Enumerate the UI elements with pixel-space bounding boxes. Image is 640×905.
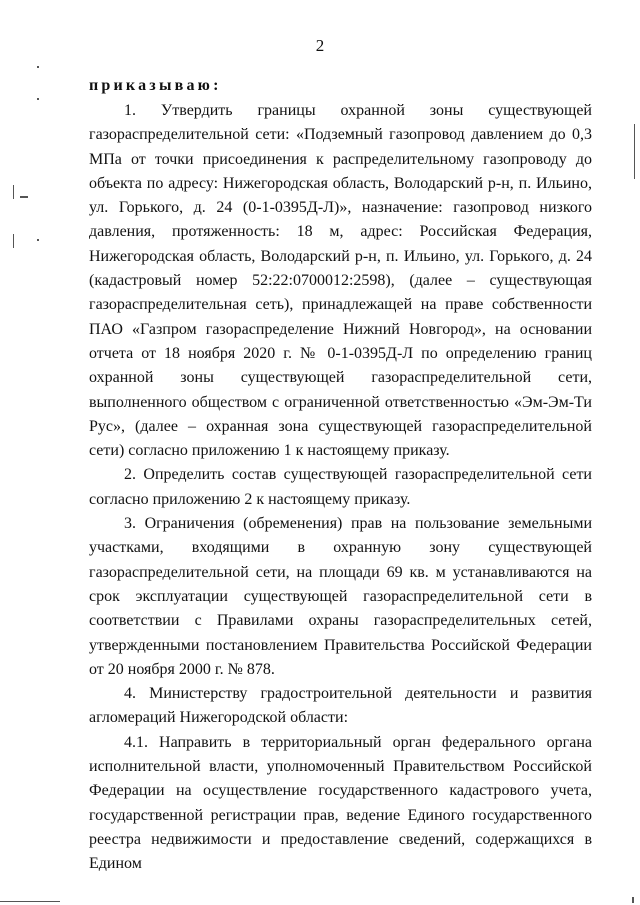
paragraph-4-1: 4.1. Направить в территориальный орган федерального органа исполнительной власти, уполномоченный Правительством Российской Федерации на осуществление государственного кадастрового учета, государственной регистрации прав, ведение Единого государственного реестра недвижимости и предоставление сведений, содержащихся в Едином (89, 733, 592, 873)
scan-mark-left-6 (37, 239, 39, 241)
scan-mark-bottom-2 (632, 897, 634, 903)
scan-mark-left-5 (13, 234, 14, 248)
paragraph-3: 3. Ограничения (обременения) прав на пользование земельными участками, входящими в охранную зону существующей газораспределительной сети, на площади 69 кв. м устанавливаются на срок эксплуатации существующей газораспределительной сети в соответствии с Правилами охраны газораспределительных сетей, утвержденными постановлением Правительства Российской Федерации от 20 ноября 2000 г. № 878. (89, 515, 592, 678)
paragraph-1: 1. Утвердить границы охранной зоны существующей газораспределительной сети: «Подземный газопровод давлением до 0,3 МПа от точки присоединения к распределительному газопроводу до объекта по адресу: Нижегородская область, Володарский р-н, п. Ильино, ул. Горького, д. 24 (0-1-0395Д-Л)», назначение: газопровод низкого давления, протяженность: 18 м, адрес: Российская Федерация, Нижегородская область, Володарский р-н, п. Ильино, ул. Горького, д. 24 (кадастровый номер 52:22:0700012:2598), (далее – существующая газораспределительная сеть), принадлежащей на праве собственности ПАО «Газпром газораспределение Нижний Новгород», на основании отчета от 18 ноября 2020 г. № 0-1-0395Д-Л по определению границ охранной зоны существующей газораспределительной сети, выполненного обществом с ограниченной ответственностью «Эм-Эм-Ти Рус», (далее – охранная зона существующей газораспределительной сети) согласно приложению 1 к настоящему приказу. (89, 102, 592, 460)
paragraph-2: 2. Определить состав существующей газораспределительной сети согласно приложению 2 к настоящему приказу. (89, 466, 592, 508)
scan-mark-left-3 (13, 185, 14, 199)
order-heading: приказываю: (89, 77, 222, 94)
document-body (89, 99, 592, 877)
page-number: 2 (315, 36, 325, 55)
scan-mark-bottom-1 (0, 901, 60, 902)
scan-mark-right-1 (634, 124, 635, 179)
scan-mark-left-4 (20, 196, 28, 198)
scan-mark-left-2 (37, 98, 39, 100)
paragraph-4: 4. Министерству градостроительной деятельности и развития агломераций Нижегородской области: (89, 685, 592, 727)
scan-mark-left-1 (37, 66, 39, 68)
